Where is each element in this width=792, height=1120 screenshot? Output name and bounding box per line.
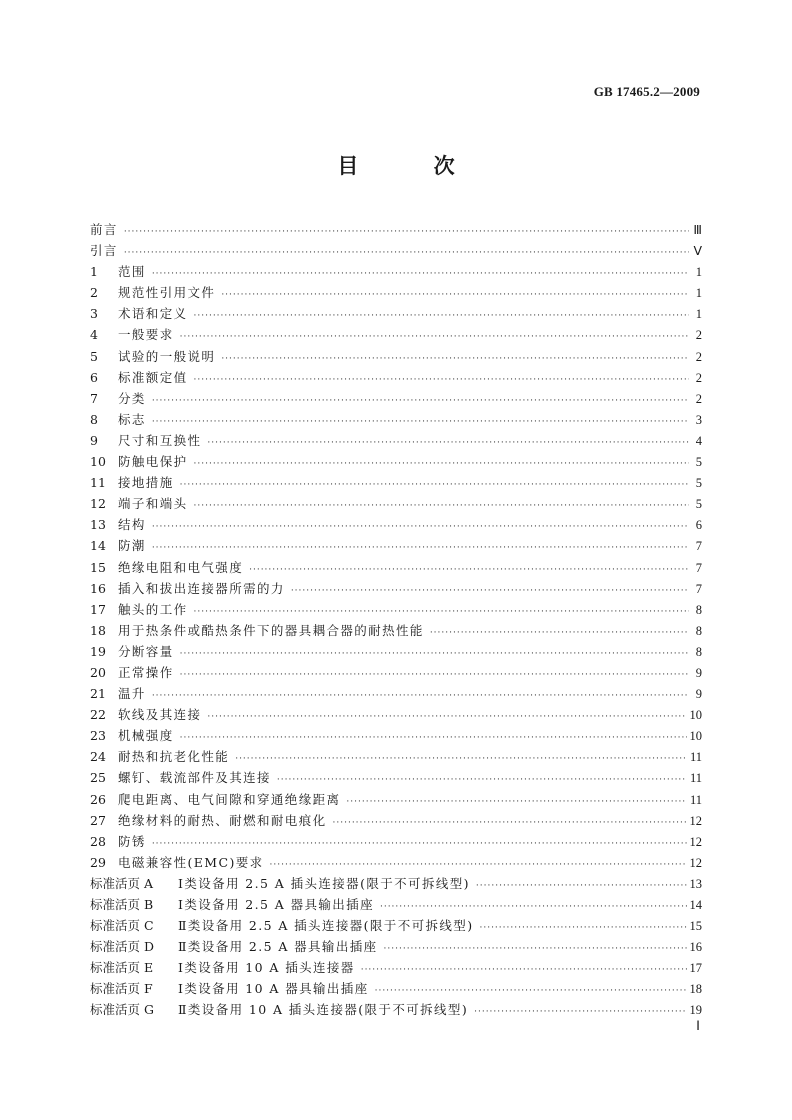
- toc-entry: [90, 599, 702, 620]
- toc-entry-number: 标准活页 F: [90, 981, 153, 997]
- toc-entry-page: 2: [695, 370, 702, 385]
- toc-entry-page: 1: [695, 265, 702, 280]
- toc-entry-page: 7: [695, 539, 702, 554]
- toc-entry-number: 26: [90, 791, 106, 807]
- toc-entry-number: 17: [90, 601, 106, 617]
- toc-leader-dots: [152, 264, 689, 285]
- toc-entry-page: 14: [689, 898, 702, 912]
- toc-entry: [90, 388, 702, 409]
- toc-entry-title: 电磁兼容性(EMC)要求: [118, 854, 264, 870]
- toc-entry-title: Ⅰ类设备用 2.5 A 插头连接器(限于不可拆线型): [178, 875, 470, 891]
- toc-entry-number: 24: [90, 749, 106, 765]
- toc-entry-title: Ⅱ类设备用 2.5 A 器具输出插座: [178, 939, 378, 955]
- toc-entry: [90, 704, 702, 725]
- toc-entry: [90, 240, 702, 261]
- toc-entry-page: 6: [695, 518, 702, 533]
- toc-leader-dots: [333, 813, 687, 834]
- toc-entry: [90, 915, 702, 936]
- toc-entry-page: 5: [695, 476, 702, 491]
- toc-entry: [90, 789, 702, 810]
- toc-entry: [90, 578, 702, 599]
- toc-entry-title: 机械强度: [118, 728, 174, 744]
- toc-entry: [90, 261, 702, 282]
- toc-leader-dots: [194, 496, 689, 517]
- standard-code: GB 17465.2—2009: [593, 84, 700, 99]
- toc-entry-page: Ⅲ: [693, 223, 702, 237]
- toc-leader-dots: [124, 243, 689, 264]
- toc-entry-number: 标准活页 C: [90, 918, 154, 934]
- toc-leader-dots: [361, 960, 687, 981]
- toc-entry-title: 温升: [118, 686, 146, 702]
- toc-entry-page: 1: [695, 286, 702, 301]
- toc-entry-number: 29: [90, 854, 106, 870]
- toc-entry-page: 16: [689, 940, 702, 955]
- toc-entry-page: 12: [689, 855, 702, 870]
- toc-entry-title: 正常操作: [118, 664, 174, 680]
- toc-entry-title: 绝缘材料的耐热、耐燃和耐电痕化: [118, 812, 327, 828]
- toc-entry-title: 软线及其连接: [118, 707, 202, 723]
- toc-entry-title: 标准额定值: [118, 369, 188, 385]
- toc-entry-page: 15: [689, 919, 702, 934]
- toc-entry-number: 标准活页 A: [90, 875, 154, 891]
- toc-entry-number: 8: [90, 411, 98, 427]
- toc-entry-page: 2: [695, 328, 702, 343]
- toc-leader-dots: [235, 749, 687, 770]
- toc-entry-title: 触头的工作: [118, 601, 188, 617]
- toc-leader-dots: [207, 433, 689, 454]
- toc-entry-number: 2: [90, 285, 98, 301]
- toc-entry: [90, 999, 702, 1020]
- toc-entry: [90, 367, 702, 388]
- toc-entry: [90, 219, 702, 240]
- toc-entry-number: 14: [90, 538, 106, 554]
- toc-entry-title: 一般要求: [118, 327, 174, 343]
- toc-entry-page: 8: [695, 602, 702, 617]
- toc-entry-title: 范围: [118, 264, 146, 280]
- toc-entry: [90, 957, 702, 978]
- toc-entry-title: Ⅰ类设备用 10 A 插头连接器: [178, 960, 355, 976]
- toc-entry-number: 16: [90, 580, 106, 596]
- toc-entry: [90, 409, 702, 430]
- toc-entry-title: 插入和拔出连接器所需的力: [118, 580, 285, 596]
- toc-entry-title: 分类: [118, 390, 146, 406]
- toc-entry-number: 3: [90, 306, 98, 322]
- toc-entry-number: 标准活页 E: [90, 960, 154, 976]
- toc-entry-title: 用于热条件或酷热条件下的器具耦合器的耐热性能: [118, 622, 424, 638]
- toc-entry-page: 11: [689, 750, 702, 765]
- toc-entry: [90, 282, 702, 303]
- toc-entry-page: 19: [689, 1003, 702, 1018]
- toc-entry-page: 7: [695, 560, 702, 575]
- toc-entry: [90, 746, 702, 767]
- toc-leader-dots: [152, 517, 689, 538]
- toc-entry-page: 11: [689, 771, 702, 786]
- toc-entry-number: 19: [90, 643, 106, 659]
- toc-leader-dots: [180, 644, 689, 665]
- toc-entry-page: 8: [695, 644, 702, 659]
- toc-entry-page: 2: [695, 391, 702, 406]
- toc-entry-number: 20: [90, 664, 106, 680]
- toc-entry-title: 绝缘电阻和电气强度: [118, 559, 244, 575]
- toc-entry: [90, 641, 702, 662]
- toc-entry: [90, 810, 702, 831]
- toc-entry-title: 防锈: [118, 833, 146, 849]
- toc-entry: [90, 725, 702, 746]
- toc-entry-number: 12: [90, 496, 106, 512]
- toc-entry: [90, 873, 702, 894]
- toc-leader-dots: [180, 728, 687, 749]
- toc-entry-page: Ⅴ: [693, 244, 702, 259]
- toc-entry: [90, 430, 702, 451]
- toc-leader-dots: [221, 285, 689, 306]
- toc-leader-dots: [207, 707, 686, 728]
- toc-entry-number: 5: [90, 348, 98, 364]
- toc-entry-title: Ⅱ类设备用 10 A 插头连接器(限于不可拆线型): [178, 1002, 469, 1018]
- toc-entry: [90, 683, 702, 704]
- toc-entry: [90, 620, 702, 641]
- toc-entry: [90, 346, 702, 367]
- toc-leader-dots: [430, 623, 689, 644]
- toc-entry-page: 10: [689, 708, 702, 723]
- toc-entry-page: 11: [689, 792, 702, 807]
- toc-entry-title: 端子和端头: [118, 496, 188, 512]
- toc-entry-number: 23: [90, 728, 106, 744]
- toc-entry: [90, 535, 702, 556]
- toc-entry: [90, 831, 702, 852]
- toc-entry-number: 9: [90, 432, 98, 448]
- toc-entry-title: Ⅰ类设备用 2.5 A 器具输出插座: [178, 897, 374, 912]
- toc-leader-dots: [152, 391, 689, 412]
- toc-entry-title: Ⅱ类设备用 2.5 A 插头连接器(限于不可拆线型): [178, 918, 474, 934]
- toc-entry-number: 28: [90, 833, 106, 849]
- toc-entry-page: 5: [695, 497, 702, 512]
- toc-entry: [90, 557, 702, 578]
- toc-leader-dots: [152, 412, 689, 433]
- toc-entry-title: Ⅰ类设备用 10 A 器具输出插座: [178, 981, 369, 997]
- toc-entry-page: 9: [695, 665, 702, 680]
- toc-leader-dots: [384, 939, 687, 960]
- toc-entry: [90, 662, 702, 683]
- toc-entry-number: 22: [90, 707, 106, 723]
- toc-entry-title: 引言: [90, 243, 118, 259]
- toc-entry-page: 13: [689, 876, 702, 891]
- toc-entry-title: 防潮: [118, 538, 146, 554]
- page-number: Ⅰ: [696, 1018, 700, 1033]
- toc-entry-title: 标志: [118, 411, 146, 427]
- toc-entry-page: 2: [695, 349, 702, 364]
- toc-entry: [90, 936, 702, 957]
- toc-entry-title: 分断容量: [118, 643, 174, 659]
- toc-entry-title: 前言: [90, 222, 118, 237]
- toc-leader-dots: [194, 454, 689, 475]
- toc-entry-page: 10: [689, 729, 702, 744]
- toc-entry-number: 标准活页 D: [90, 939, 154, 955]
- toc-leader-dots: [346, 792, 687, 813]
- toc-entry-title: 结构: [118, 517, 146, 533]
- toc-entry-title: 术语和定义: [118, 306, 188, 322]
- toc-leader-dots: [180, 475, 689, 496]
- toc-entry-title: 螺钉、载流部件及其连接: [118, 770, 271, 786]
- toc-entry-page: 3: [695, 412, 702, 427]
- toc-entry-page: 4: [695, 433, 702, 448]
- toc-entry-number: 4: [90, 327, 98, 343]
- toc-entry-number: 标准活页 G: [90, 1002, 154, 1018]
- toc-entry-page: 1: [695, 307, 702, 322]
- toc-entry-number: 27: [90, 812, 106, 828]
- toc-entry-title: 耐热和抗老化性能: [118, 749, 230, 765]
- toc-leader-dots: [152, 686, 689, 707]
- toc-entry-page: 12: [689, 813, 702, 828]
- toc-entry-number: 10: [90, 454, 106, 470]
- toc-entry-title: 规范性引用文件: [118, 285, 216, 301]
- toc-entry: [90, 767, 702, 788]
- toc-entry-title: 试验的一般说明: [118, 348, 216, 364]
- toc-leader-dots: [249, 560, 689, 581]
- toc-entry: [90, 978, 702, 999]
- toc-entry: [90, 852, 702, 873]
- toc-leader-dots: [194, 306, 689, 327]
- page-title: 目 次: [337, 154, 489, 178]
- toc-entry-number: 13: [90, 517, 106, 533]
- toc-leader-dots: [180, 327, 689, 348]
- toc-leader-dots: [476, 876, 687, 897]
- toc-entry-title: 尺寸和互换性: [118, 432, 202, 448]
- toc-entry: [90, 324, 702, 345]
- toc-entry-number: 18: [90, 622, 106, 638]
- toc-entry: [90, 894, 702, 915]
- toc-entry-page: 7: [695, 581, 702, 596]
- toc-leader-dots: [194, 370, 689, 391]
- toc-entry: [90, 493, 702, 514]
- toc-entry-page: 18: [689, 982, 702, 997]
- toc-entry-number: 25: [90, 770, 106, 786]
- toc-entry-number: 1: [90, 264, 98, 280]
- toc-leader-dots: [291, 581, 689, 602]
- toc-entry-number: 15: [90, 559, 106, 575]
- toc-entry-number: 21: [90, 686, 106, 702]
- toc-entry-page: 9: [695, 687, 702, 702]
- toc-leader-dots: [180, 665, 689, 686]
- toc-entry-page: 8: [695, 623, 702, 638]
- toc-entry: [90, 472, 702, 493]
- toc-entry-title: 防触电保护: [118, 454, 188, 470]
- toc-leader-dots: [474, 1002, 686, 1023]
- toc-entry-number: 标准活页 B: [90, 897, 154, 912]
- table-of-contents: [90, 219, 702, 1021]
- toc-leader-dots: [479, 918, 686, 939]
- toc-leader-dots: [124, 222, 689, 243]
- toc-entry: [90, 514, 702, 535]
- toc-entry: [90, 303, 702, 324]
- toc-entry-number: 6: [90, 369, 98, 385]
- toc-entry-page: 12: [689, 834, 702, 849]
- toc-entry-title: 接地措施: [118, 475, 174, 491]
- toc-entry: [90, 451, 702, 472]
- toc-entry-page: 5: [695, 455, 702, 470]
- toc-entry-title: 爬电距离、电气间隙和穿通绝缘距离: [118, 791, 341, 807]
- toc-entry-number: 7: [90, 390, 98, 406]
- toc-leader-dots: [221, 349, 689, 370]
- toc-entry-number: 11: [90, 475, 106, 491]
- toc-entry-page: 17: [689, 961, 702, 976]
